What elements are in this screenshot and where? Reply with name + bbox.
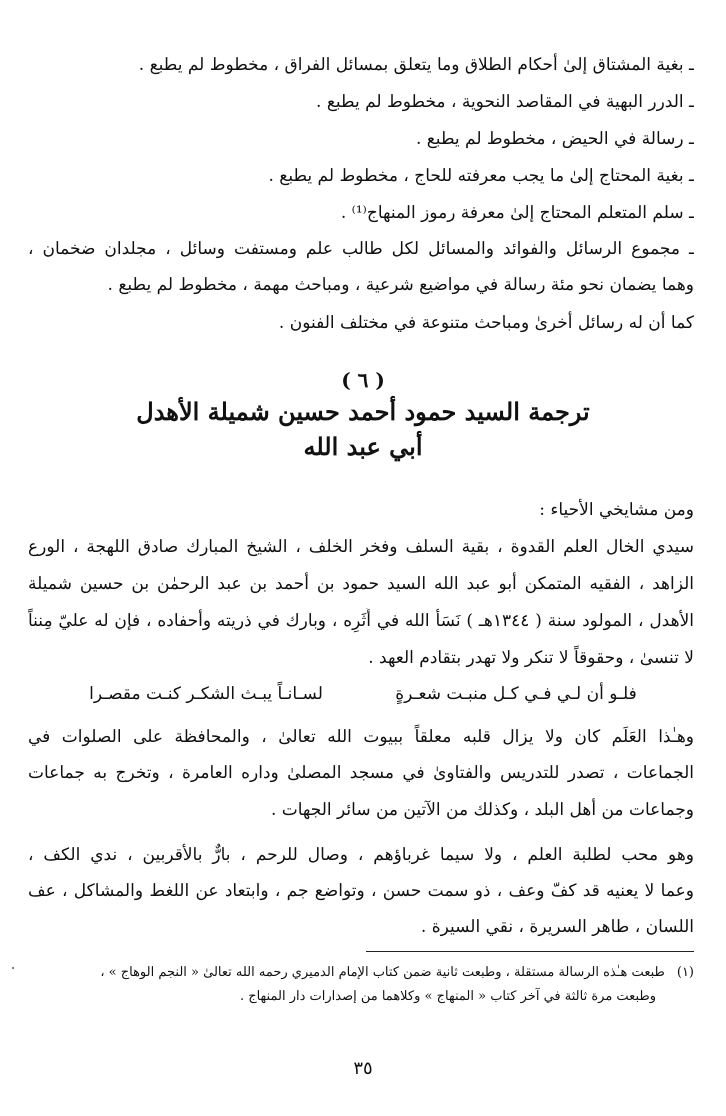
- footnote-divider: [366, 951, 694, 952]
- paragraph-line: وهـٰذا العَلَم كان ولا يزال قلبه معلقاً ببيوت الله تعالىٰ ، والمحافظة على الصلوات في: [28, 727, 694, 747]
- intro-line: ومن مشايخي الأحياء :: [539, 500, 694, 520]
- verse-first-hemistich: فلـو أن لـي فـي كـل منبـت شعـرةٍ: [395, 684, 637, 704]
- closing-sentence: كما أن له رسائل أخرىٰ ومباحث متنوعة في مختلف الفنون .: [278, 313, 694, 333]
- paragraph-line: الزاهد ، الفقيه المتمكن أبو عبد الله السيد حمود بن أحمد بن عبد الرحمٰن بن حسين شميلة: [28, 574, 694, 594]
- section-subtitle: أبي عبد الله: [303, 432, 423, 461]
- paragraph-line: وجماعات من أهل البلد ، وكذلك من الآتين من سائر الجهات .: [270, 800, 694, 820]
- paragraph-line: وهو محب لطلبة العلم ، ولا سيما غرباؤهم ، وصال للرحم ، بارٌّ بالأقربين ، ندي الكف ،: [28, 845, 694, 865]
- list-item: ـ بغية المشتاق إلىٰ أحكام الطلاق وما يتعلق بمسائل الفراق ، مخطوط لم يطبع .: [138, 55, 694, 75]
- paragraph-line: سيدي الخال العلم القدوة ، بقية السلف وفخر الخلف ، الشيخ المبارك صادق اللهجة ، الورع: [28, 537, 694, 557]
- list-item: ـ سلم المتعلم المحتاج إلىٰ معرفة رموز المنهاج⁽¹⁾ .: [340, 203, 694, 223]
- page-number: ٣٥: [353, 1058, 373, 1079]
- footnote-number: (١): [676, 965, 694, 980]
- section-number: ( ٦ ): [341, 368, 385, 392]
- paragraph-line: الجماعات ، تصدر للتدريس والفتاوىٰ في مسجد المصلىٰ وداره العامرة ، وتخرج به جماعات: [28, 763, 694, 783]
- verse-second-hemistich: لسـانـاً يبـث الشكـر كنـت مقصـرا: [89, 684, 323, 704]
- list-item-continuation: وهما يضمان نحو مئة رسالة في مواضيع شرعية ، ومباحث مهمة ، مخطوط لم يطبع .: [107, 275, 694, 295]
- footnote-text: طبعت هـٰذه الرسالة مستقلة ، وطبعت ثانية ضمن كتاب الإمام الدميري رحمه الله تعالىٰ « النجم الوهاج » ،: [100, 965, 665, 980]
- margin-mark: [12, 967, 14, 969]
- list-item: ـ الدرر البهية في المقاصد النحوية ، مخطوط لم يطبع .: [316, 92, 694, 112]
- list-item: ـ مجموع الرسائل والفوائد والمسائل لكل طالب علم ومستفت وسائل ، مجلدان ضخمان ،: [28, 239, 694, 259]
- footnote-line: [28, 963, 694, 983]
- section-title: ترجمة السيد حمود أحمد حسين شميلة الأهدل: [136, 397, 590, 426]
- paragraph-line: الأهدل ، المولود سنة ( ١٣٤٤هـ ) نَسَأَ الله في أَثَرِه ، وبارك في ذريته وأحفاده ، فإن له عليّ مِنناً: [28, 611, 694, 631]
- list-item: ـ رسالة في الحيض ، مخطوط لم يطبع .: [415, 129, 694, 149]
- paragraph-line: لا تنسىٰ ، وحقوقاً لا تنكر ولا تهدر بتقادم العهد .: [368, 648, 694, 668]
- paragraph-line: وعما لا يعنيه قد كفّ وعف ، ذو سمت حسن ، وتواضع جم ، وابتعاد عن اللغط والمشاكل ، عف: [28, 881, 694, 901]
- footnote-line: وطبعت مرة ثالثة في آخر كتاب « المنهاج » وكلاهما من إصدارات دار المنهاج .: [239, 989, 656, 1004]
- list-item: ـ بغية المحتاج إلىٰ ما يجب معرفته للحاج ، مخطوط لم يطبع .: [268, 166, 694, 186]
- paragraph-line: اللسان ، طاهر السريرة ، نقي السيرة .: [420, 917, 694, 937]
